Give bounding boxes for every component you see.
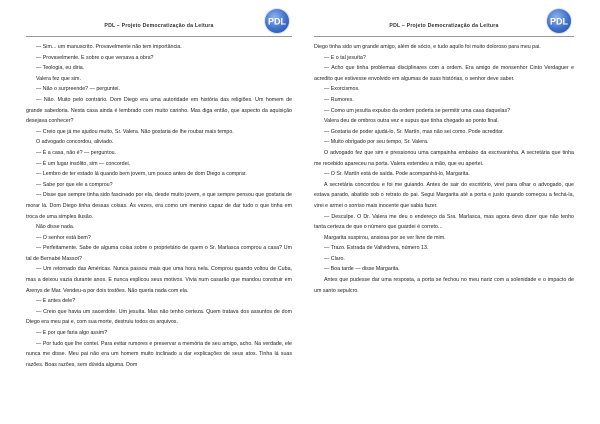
svg-text:PDL: PDL	[550, 16, 568, 27]
paragraph: — Desculpe. O Dr. Valera me deu o endereço da Sra. Marlasca, mas agora devo dizer que não tenho tanta certeza de que o número que guardei é correto...	[314, 213, 574, 231]
paragraph: — Rumores.	[324, 96, 354, 103]
paragraph: — É a casa, não é? — perguntou.	[36, 149, 117, 156]
paragraph: — Exorcismos.	[324, 86, 360, 93]
paragraph: — Por tudo que lhe contei. Para evitar rumores e preservar a memória de seu amigo, acho. Na verdade, ele nunca me disse. Meu pai não era um homem muito inclinado a dar explicações de seus atos. Tinha lá suas razões. Boas razões, sem dúvida alguma. Dom	[26, 340, 292, 368]
paragraph: — E o tal jesuíta?	[324, 54, 366, 61]
page-header	[26, 14, 292, 37]
paragraph: — Não. Muito pelo contrário. Dom Diego era uma autoridade em história das religiões. Um homem de grande sabedoria. Nesta casa ainda é lembrado com muito carinho. Mas diga então, que aspecto da aquisição desejava conhecer?	[26, 96, 292, 125]
paragraph: — E por que faria algo assim?	[36, 330, 108, 337]
paragraph: Não disse nada.	[36, 224, 75, 231]
paragraph: — E antes dele?	[36, 298, 76, 305]
paragraph: — Como um jesuíta expulso da ordem poderia se permitir uma casa daquelas?	[324, 107, 511, 114]
paragraph: — Gostaria de poder ajudá-lo, Sr. Martín, mas não sei como. Pode acreditar.	[324, 128, 504, 135]
paragraph: Valera deu de ombros outra vez e supus que tinha chegado ao ponto final.	[324, 118, 499, 125]
paragraph: — Lembro de ter estado lá quando bem jovem, um pouco antes de dom Diego a comprar.	[36, 171, 247, 178]
header-title: PDL – Projeto Democratização da Leitura	[104, 23, 214, 29]
paragraph: Diego tinha sido um grande amigo, além de sócio, e tudo aquilo foi muito doloroso para meu pai.	[314, 44, 541, 50]
left-page-text	[26, 42, 292, 370]
paragraph: — Teologia, eu diria.	[36, 65, 85, 72]
paragraph: Margarita suspirou, ansiosa por se ver livre de mim.	[324, 234, 446, 241]
paragraph: — Creio que já me ajudou muito, Sr. Valera. Não gostaria de lhe roubar mais tempo.	[36, 128, 234, 135]
page-header	[314, 14, 574, 37]
paragraph: — Creio que havia um sacerdote. Um jesuíta. Mas não tenho certeza. Quem tratava dos assuntos de dom Diego era meu pai e, com sua morte, destruiu todos os arquivos.	[26, 308, 292, 326]
right-page	[300, 0, 600, 424]
paragraph: — O senhor está bem?	[36, 234, 91, 241]
paragraph: — Um retornado das Américas. Nunca passou mais que uma hora nela. Comprou quando voltou de Cuba, mas a deixou vazia durante anos. E nunca explicou seus motivos. Vivia num casarão que mandou construir em Arenys de Mar. Vendeu-a por dois tostões. Não queria nada com ela.	[26, 266, 292, 294]
paragraph: — Trazo. Estrada de Vallvidrera, número 13.	[324, 245, 429, 252]
paragraph: O advogado concordou, aliviado.	[36, 139, 114, 146]
paragraph: — Acho que tinha problemas disciplinares com a ordem. Era amigo de monsenhor Cinto Verdaguer e acredito que estivesse envolvido em algumas de suas histórias, o senhor deve saber.	[314, 65, 574, 82]
paragraph: A secretária concordou e foi me guiando. Antes de sair do escritório, virei para olhar o advogado, que estava parado, abatido sob o retrato do pai. Segui Margarita até a porta e justo quando começou a fechá-la, virei e armei o sorriso mais inocente que sabia fazer.	[314, 181, 574, 209]
paragraph: — Não o surpreende? — perguntei.	[36, 86, 120, 93]
pdl-logo-icon	[546, 8, 572, 34]
paragraph: — Sabe por que ele a comprou?	[36, 181, 113, 188]
paragraph: Antes que pudesse dar uma resposta, a porta se fechou no meu nariz com a solenidade e o impacto de um santo sepulcro.	[314, 277, 574, 294]
paragraph: — Boa tarde — disse Margarita.	[324, 266, 400, 273]
paragraph: O advogado fez que sim e pressionou uma campainha embaixo da escrivaninha. A secretária que tinha me recebido apareceu na porta. Valera estendeu a mão, que eu apertei.	[314, 149, 574, 167]
paragraph: — Claro.	[324, 255, 345, 262]
pdl-logo-icon	[264, 8, 290, 34]
right-page-text	[314, 42, 574, 296]
paragraph: — Disse que sempre tinha sido fascinado por ela, desde muito jovem, e que sempre pensou que gostaria de morar lá. Dom Diego tinha dessas coisas. Às vezes, era como um menino capaz de dar tudo o que tinha em troca de uma simples ilusão.	[26, 192, 292, 220]
paragraph: — Perfeitamente. Sabe de alguma coisa sobre o proprietário de quem o Sr. Marlasca comprou a casa? Um tal de Bernabé Massot?	[26, 245, 292, 262]
paragraph: — Provavelmente. E sobre o que versava a obra?	[36, 54, 154, 61]
paragraph: — Muito obrigado por seu tempo, Sr. Valera.	[324, 139, 429, 146]
paragraph: — É um lugar insólito, sim — concordei.	[36, 160, 131, 167]
paragraph: Valera fez que sim.	[36, 75, 81, 82]
paragraph: — O Sr. Martín está de saída. Pode acompanhá-lo, Margarita.	[324, 171, 470, 178]
header-title: PDL – Projeto Democratização da Leitura	[389, 23, 499, 29]
paragraph: — Sim... um manuscrito. Provavelmente não tem importância.	[36, 44, 182, 50]
svg-text:PDL: PDL	[268, 16, 286, 27]
